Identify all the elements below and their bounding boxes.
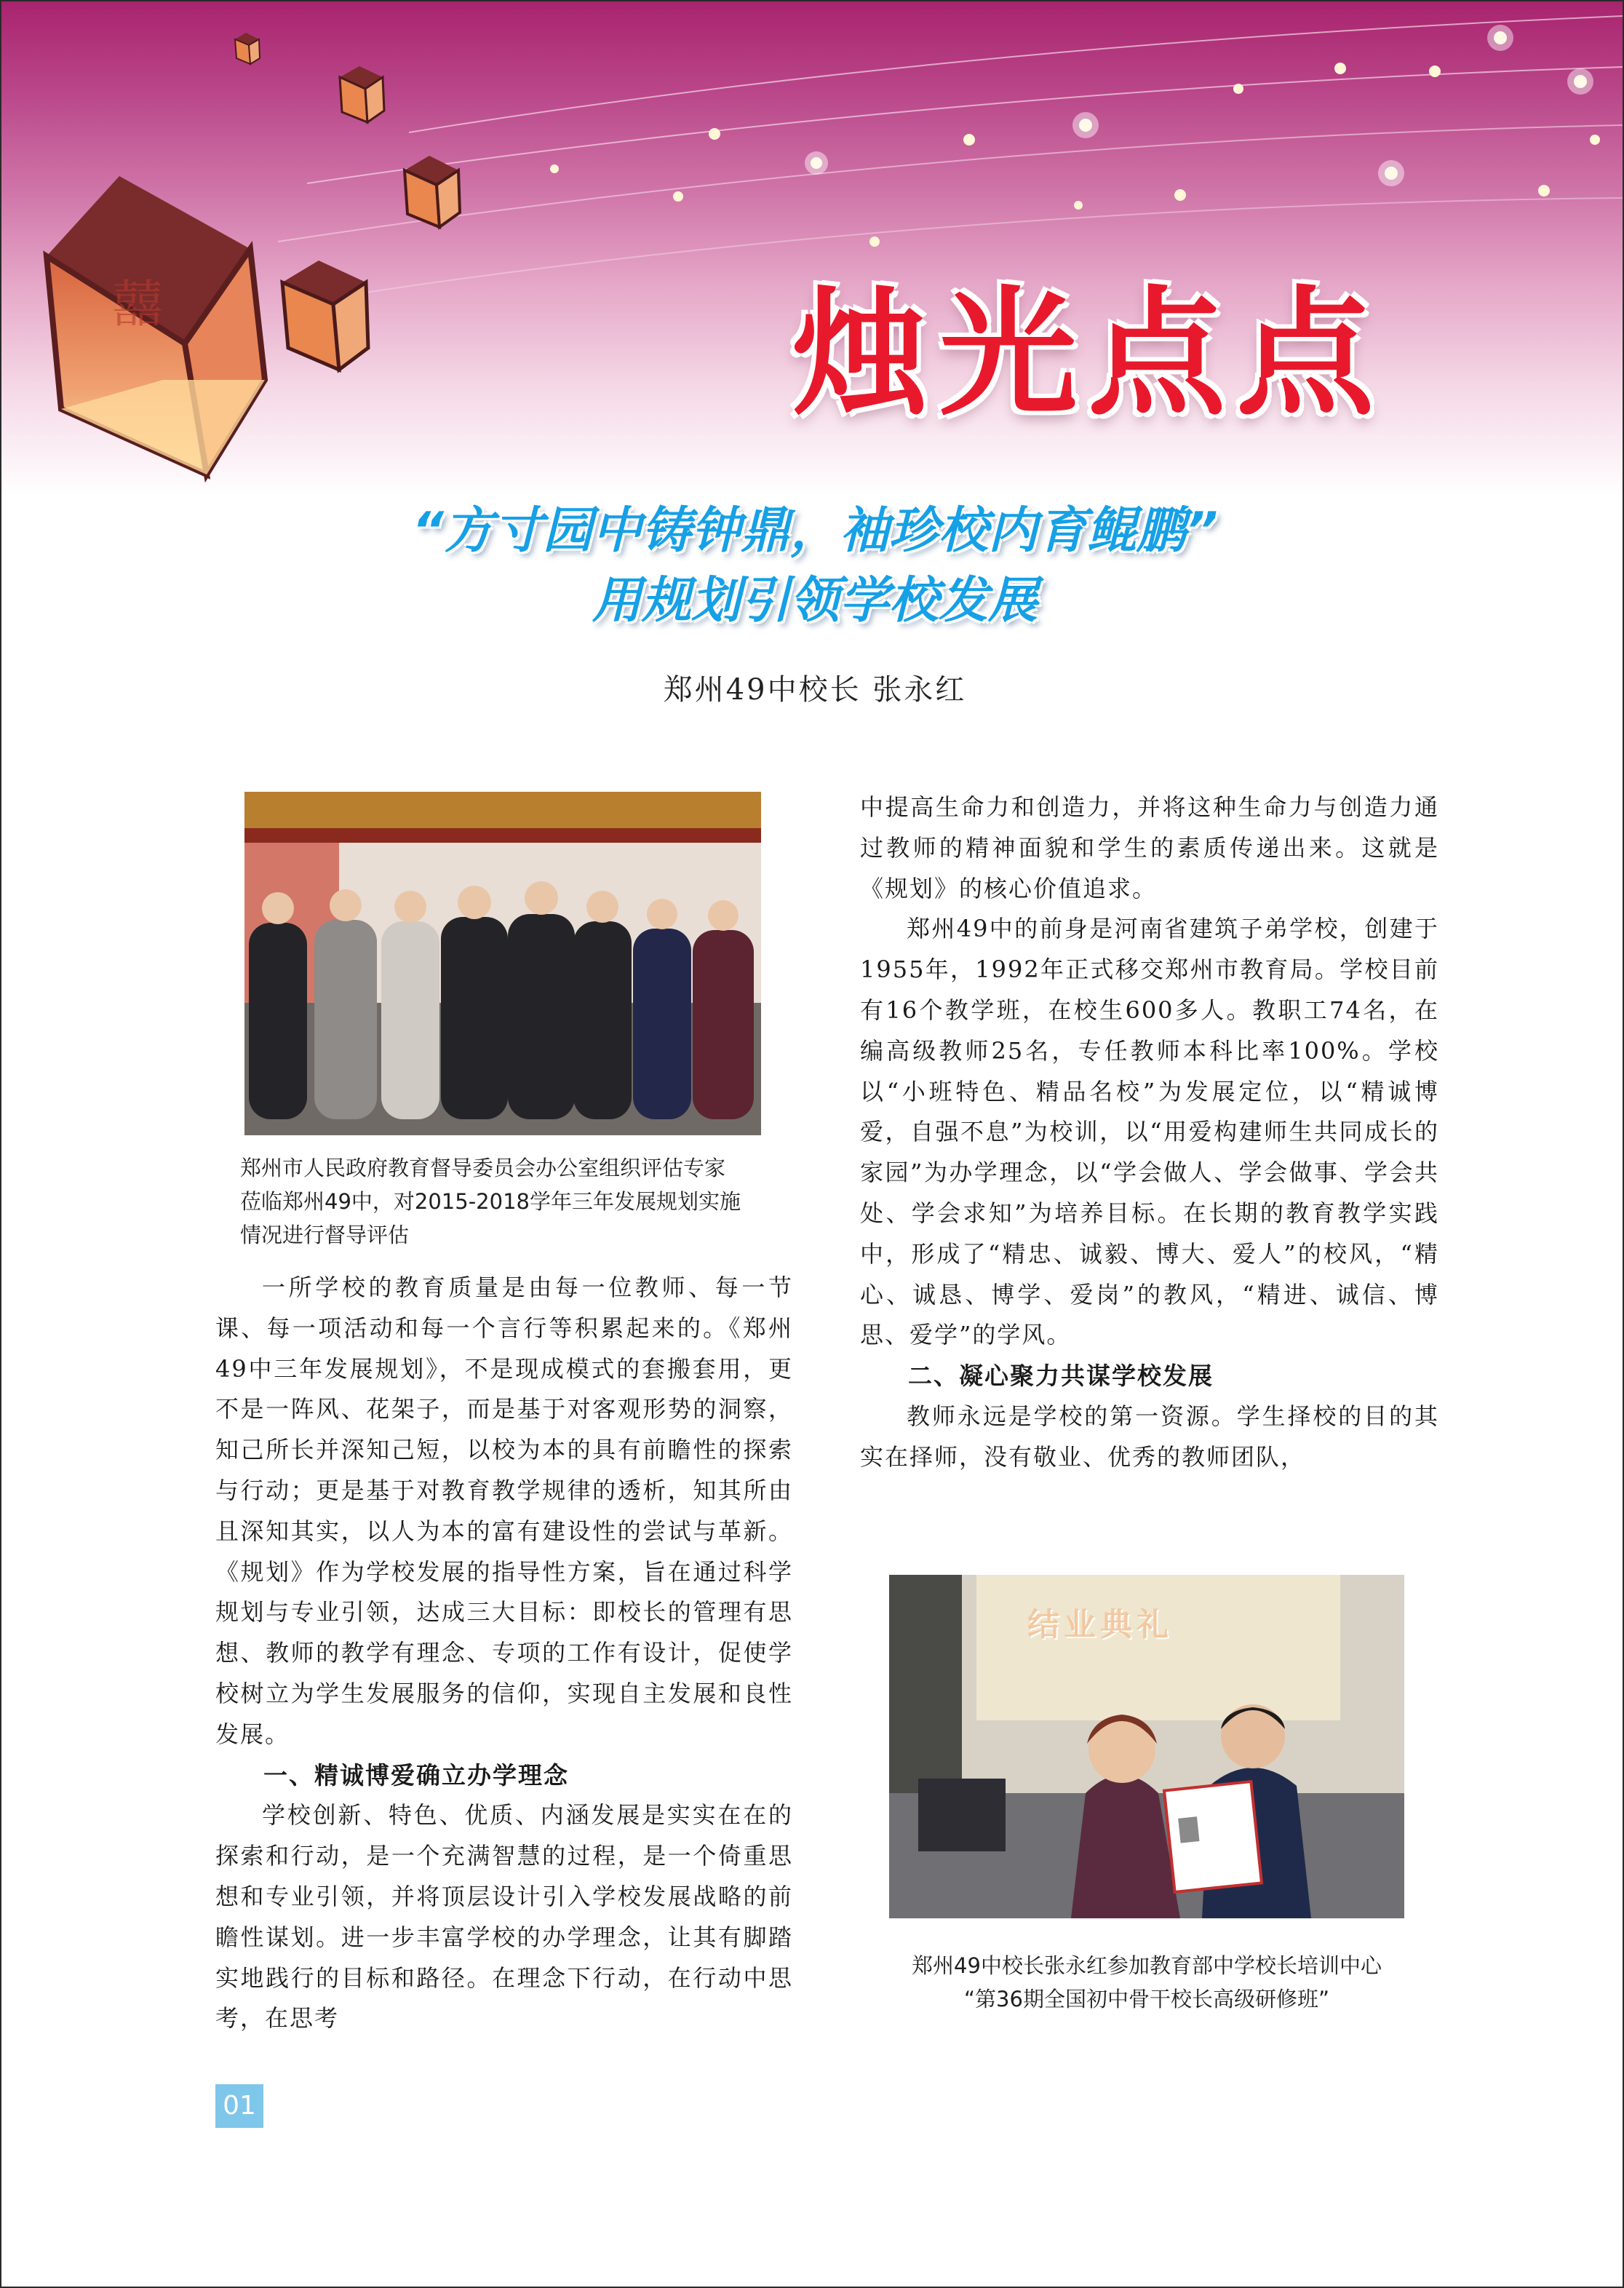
- tiny-lantern-image: [233, 31, 262, 67]
- group-photo-image: [244, 792, 761, 1135]
- group-photo: [244, 792, 761, 1135]
- svg-text:囍: 囍: [112, 274, 163, 334]
- headline-line-2: 用规划引领学校发展: [592, 572, 1038, 629]
- paragraph: 学校创新、特色、优质、内涵发展是实实在在的探索和行动，是一个充满智慧的过程，是一个倚重思想和专业引领，并将顶层设计引入学校发展战略的前瞻性谋划。进一步丰富学校的办学理念，让其有脚踏实地践行的目标和路径。在理念下行动，在行动中思考，在思考: [215, 1801, 793, 2033]
- left-column: [215, 1268, 793, 2039]
- photo2-caption: [859, 1949, 1435, 2016]
- banner-title: 烛光点点: [791, 274, 1385, 434]
- section-heading: 一、精诚博爱确立办学理念: [263, 1760, 569, 1790]
- paragraph: 中提高生命力和创造力，并将这种生命力与创造力通过教师的精神面貌和学生的素质传递出来。这就是《规划》的核心价值追求。: [860, 793, 1439, 902]
- large-lantern-image: [32, 169, 272, 496]
- article-headline: [182, 496, 1448, 636]
- caption-line: 郑州市人民政府教育督导委员会办公室组织评估专家: [240, 1156, 726, 1180]
- page-number-badge: 01: [215, 2084, 263, 2128]
- small-lantern-image: [400, 151, 463, 236]
- paragraph: 郑州49中的前身是河南省建筑子弟学校，创建于1955年，1992年正式移交郑州市教育局。学校目前有16个教学班，在校生600多人。教职工74名，在编高级教师25名，专任教师本科比率100%。学校以“小班特色、精品名校”为发展定位，以“精诚博爱，自强不息”为校训，以“用爱构建师生共同成长的家园”为办学理念，以“学会做人、学会做事、学会共处、学会求知”为培养目标。在长期的教育教学实践中，形成了“精忠、诚毅、博大、爱人”的校风，“精心、诚恳、博学、爱岗”的教风，“精进、诚信、博思、爱学”的学风。: [860, 915, 1439, 1349]
- ceremony-banner-text: 结业典礼: [1027, 1606, 1173, 1643]
- small-lantern-image: [336, 63, 387, 128]
- graduation-photo: [889, 1575, 1404, 1918]
- paragraph: 教师永远是学校的第一资源。学生择校的目的其实在择师，没有敬业、优秀的教师团队，: [860, 1402, 1439, 1471]
- paragraph: 一所学校的教育质量是由每一位教师、每一节课、每一项活动和每一个言行等积累起来的。《郑州49中三年发展规划》，不是现成模式的套搬套用，更不是一阵风、花架子，而是基于对客观形势的洞察，知己所长并深知己短，以校为本的具有前瞻性的探索与行动；更是基于对教育教学规律的透析，知其所由且深知其实，以人为本的富有建设性的尝试与革新。《规划》作为学校发展的指导性方案，旨在通过科学规划与专业引领，达成三大目标：即校长的管理有思想、教师的教学有理念、专项的工作有设计，促使学校树立为学生发展服务的信仰，实现自主发展和良性发展。: [215, 1274, 793, 1748]
- headline-line-1: “方寸园中铸钟鼎，袖珍校内育鲲鹏”: [412, 502, 1218, 560]
- header-banner: [1, 1, 1623, 496]
- right-column: [860, 787, 1439, 1478]
- caption-line: 郑州49中校长张永红参加教育部中学校长培训中心: [912, 1953, 1382, 1978]
- caption-line: 莅临郑州49中，对2015-2018学年三年发展规划实施: [240, 1189, 741, 1214]
- photo1-caption: [240, 1151, 793, 1252]
- author-byline: 郑州49中校长 张永红: [663, 673, 967, 707]
- section-heading: 二、凝心聚力共谋学校发展: [908, 1362, 1214, 1391]
- medium-lantern-image: [275, 253, 373, 384]
- caption-line: 情况进行督导评估: [240, 1223, 410, 1247]
- caption-line: “第36期全国初中骨干校长高级研修班”: [964, 1987, 1329, 2011]
